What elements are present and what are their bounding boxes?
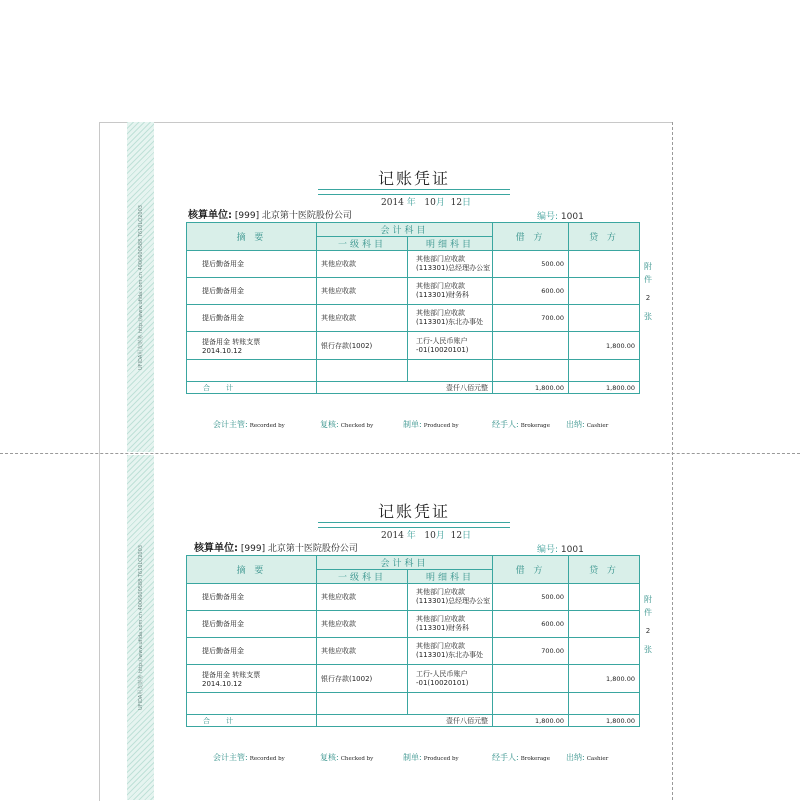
row-debit: 700.00 — [493, 638, 569, 665]
sig-en: Checked by — [340, 423, 374, 429]
date-month: 10 — [424, 198, 436, 208]
date-year-unit: 年 — [406, 198, 416, 208]
table-row — [187, 611, 640, 638]
sig-en: Recorded by — [249, 423, 285, 429]
number-label: 编号: — [537, 212, 559, 222]
row-debit — [493, 360, 569, 382]
detail-line-1: 其他部门应收款 — [416, 642, 465, 650]
date-day: 12 — [450, 531, 463, 541]
signature-recorded — [213, 752, 285, 763]
row-level1: 其他应收款 — [317, 584, 408, 611]
table-row — [187, 332, 640, 360]
row-summary: 提后勤备用金 — [187, 305, 317, 332]
attach-char-1: 附 — [644, 595, 652, 604]
header-debit: 借 方 — [493, 556, 569, 584]
perforation-horizontal — [0, 453, 800, 454]
detail-line-2: -01(10020101) — [416, 345, 469, 354]
date-day-unit: 日 — [462, 198, 472, 208]
attach-count: 2 — [645, 294, 651, 302]
sig-label: 制单: — [403, 753, 422, 762]
header-subject-group: 会计科目 — [317, 556, 493, 570]
row-level1: 银行存款(1002) — [317, 665, 408, 693]
detail-line-1: 工行-人民币账户 — [416, 336, 468, 345]
detail-line-1: 其他部门应收款 — [416, 588, 465, 596]
row-level1: 其他应收款 — [317, 638, 408, 665]
row-summary: 提后勤备用金 — [187, 638, 317, 665]
detail-line-2: -01(10020101) — [416, 678, 469, 687]
attach-char-2: 件 — [644, 275, 652, 284]
table-row — [187, 360, 640, 382]
row-debit: 600.00 — [493, 611, 569, 638]
attach-char-2: 件 — [644, 608, 652, 617]
row-summary — [187, 360, 317, 382]
number-label: 编号: — [537, 545, 559, 555]
table-row — [187, 251, 640, 278]
unit-label: 核算单位: — [188, 210, 232, 221]
summary-line-1: 提备用金 转账支票 — [202, 670, 261, 679]
summary-line-1: 提备用金 转账支票 — [202, 337, 261, 346]
row-summary: 提后勤备用金 — [187, 278, 317, 305]
date-month-unit: 月 — [435, 198, 445, 208]
date-day-unit: 日 — [462, 531, 472, 541]
row-level1: 其他应收款 — [317, 251, 408, 278]
row-credit — [569, 638, 640, 665]
row-detail — [408, 611, 493, 638]
detail-line-2: (113301)东北办事处 — [416, 318, 484, 326]
row-debit: 700.00 — [493, 305, 569, 332]
date-month: 10 — [424, 531, 436, 541]
detail-line-1: 其他部门应收款 — [416, 282, 465, 290]
attach-count: 2 — [645, 627, 651, 635]
header-level1: 一级科目 — [317, 570, 408, 584]
row-level1: 银行存款(1002) — [317, 332, 408, 360]
row-credit — [569, 693, 640, 715]
detail-line-2: (113301)总经理办公室 — [416, 264, 491, 272]
total-label: 合计 — [187, 715, 317, 727]
attachment-note — [641, 594, 655, 655]
sig-en: Brokerage — [520, 423, 550, 429]
row-detail — [408, 360, 493, 382]
total-words: 壹仟八佰元整 — [317, 382, 493, 394]
total-credit: 1,800.00 — [569, 382, 640, 394]
sig-label: 制单: — [403, 420, 422, 429]
voucher-title: 记账凭证 — [377, 169, 450, 188]
header-detail: 明细科目 — [408, 237, 493, 251]
sig-en: Produced by — [423, 423, 459, 429]
attachment-note — [641, 261, 655, 322]
voucher-number — [537, 542, 584, 555]
voucher-title: 记账凭证 — [377, 502, 450, 521]
row-level1: 其他应收款 — [317, 305, 408, 332]
row-credit — [569, 251, 640, 278]
row-detail — [408, 251, 493, 278]
table-row — [187, 693, 640, 715]
accounting-unit — [188, 206, 352, 221]
row-credit — [569, 360, 640, 382]
row-detail — [408, 278, 493, 305]
row-debit — [493, 332, 569, 360]
detail-line-1: 其他部门应收款 — [416, 309, 465, 317]
sig-label: 会计主管: — [213, 420, 248, 429]
row-debit — [493, 665, 569, 693]
sig-label: 经手人: — [492, 753, 519, 762]
signature-produced — [403, 419, 459, 430]
total-debit: 1,800.00 — [493, 715, 569, 727]
date-day: 12 — [450, 198, 463, 208]
row-debit — [493, 693, 569, 715]
unit-value: [999] 北京第十医院股份公司 — [234, 211, 352, 221]
voucher-number — [537, 209, 584, 222]
table-row — [187, 584, 640, 611]
signature-brokerage — [492, 752, 550, 763]
row-level1 — [317, 360, 408, 382]
row-detail — [408, 332, 493, 360]
number-value: 1001 — [560, 212, 584, 222]
total-credit: 1,800.00 — [569, 715, 640, 727]
date-month-unit: 月 — [435, 531, 445, 541]
signature-produced — [403, 752, 459, 763]
row-debit: 600.00 — [493, 278, 569, 305]
row-credit — [569, 305, 640, 332]
row-credit — [569, 278, 640, 305]
row-summary: 提后勤备用金 — [187, 611, 317, 638]
date-year: 2014 — [381, 531, 404, 541]
binding-strip-text: UFIDA用友财务 http://www.ufida.com.cn 4006600588 T610LQ2003 — [138, 545, 144, 710]
row-detail — [408, 665, 493, 693]
row-detail — [408, 584, 493, 611]
sig-label: 会计主管: — [213, 753, 248, 762]
detail-line-2: (113301)总经理办公室 — [416, 597, 491, 605]
number-value: 1001 — [560, 545, 584, 555]
header-detail: 明细科目 — [408, 570, 493, 584]
detail-line-1: 其他部门应收款 — [416, 615, 465, 623]
detail-line-1: 其他部门应收款 — [416, 255, 465, 263]
row-detail — [408, 638, 493, 665]
header-level1: 一级科目 — [317, 237, 408, 251]
sig-label: 经手人: — [492, 420, 519, 429]
total-words: 壹仟八佰元整 — [317, 715, 493, 727]
summary-line-2: 2014.10.12 — [202, 679, 243, 688]
row-credit: 1,800.00 — [569, 332, 640, 360]
voucher-table — [186, 222, 640, 394]
table-row — [187, 638, 640, 665]
attach-char-1: 附 — [644, 262, 652, 271]
table-row — [187, 665, 640, 693]
row-credit — [569, 611, 640, 638]
row-summary — [187, 665, 317, 693]
sig-label: 复核: — [320, 753, 339, 762]
header-summary: 摘 要 — [187, 556, 317, 584]
row-debit: 500.00 — [493, 584, 569, 611]
signature-recorded — [213, 419, 285, 430]
row-summary — [187, 332, 317, 360]
header-subject-group: 会计科目 — [317, 223, 493, 237]
voucher-date — [381, 528, 471, 541]
row-summary: 提后勤备用金 — [187, 251, 317, 278]
header-debit: 借 方 — [493, 223, 569, 251]
row-level1: 其他应收款 — [317, 278, 408, 305]
row-credit: 1,800.00 — [569, 665, 640, 693]
total-row — [187, 715, 640, 727]
sig-en: Cashier — [586, 756, 609, 762]
sig-label: 复核: — [320, 420, 339, 429]
voucher-1 — [0, 122, 800, 452]
sig-en: Brokerage — [520, 756, 550, 762]
attach-char-3: 张 — [644, 645, 652, 654]
unit-value: [999] 北京第十医院股份公司 — [240, 544, 358, 554]
row-detail — [408, 305, 493, 332]
accounting-unit — [194, 539, 358, 554]
signature-cashier — [566, 419, 608, 430]
sig-en: Cashier — [586, 423, 609, 429]
row-summary — [187, 693, 317, 715]
signature-checked — [320, 752, 373, 763]
signature-checked — [320, 419, 373, 430]
table-row — [187, 278, 640, 305]
row-detail — [408, 693, 493, 715]
sig-label: 出纳: — [566, 420, 585, 429]
table-row — [187, 305, 640, 332]
voucher-table — [186, 555, 640, 727]
row-summary: 提后勤备用金 — [187, 584, 317, 611]
voucher-date — [381, 195, 471, 208]
summary-line-2: 2014.10.12 — [202, 346, 243, 355]
signature-cashier — [566, 752, 608, 763]
detail-line-2: (113301)财务科 — [416, 291, 470, 299]
total-row — [187, 382, 640, 394]
row-credit — [569, 584, 640, 611]
sig-en: Checked by — [340, 756, 374, 762]
unit-label: 核算单位: — [194, 543, 238, 554]
detail-line-1: 工行-人民币账户 — [416, 669, 468, 678]
row-level1 — [317, 693, 408, 715]
row-level1: 其他应收款 — [317, 611, 408, 638]
header-credit: 贷 方 — [569, 556, 640, 584]
sig-en: Produced by — [423, 756, 459, 762]
sig-label: 出纳: — [566, 753, 585, 762]
total-debit: 1,800.00 — [493, 382, 569, 394]
attach-char-3: 张 — [644, 312, 652, 321]
detail-line-2: (113301)财务科 — [416, 624, 470, 632]
sig-en: Recorded by — [249, 756, 285, 762]
total-label: 合计 — [187, 382, 317, 394]
detail-line-2: (113301)东北办事处 — [416, 651, 484, 659]
date-year-unit: 年 — [406, 531, 416, 541]
header-summary: 摘 要 — [187, 223, 317, 251]
row-debit: 500.00 — [493, 251, 569, 278]
date-year: 2014 — [381, 198, 404, 208]
header-credit: 贷 方 — [569, 223, 640, 251]
voucher-2 — [0, 455, 800, 785]
signature-brokerage — [492, 419, 550, 430]
binding-strip-text: UFIDA用友财务 http://www.ufida.com.cn 4006600588 T610LQ2003 — [138, 204, 144, 370]
